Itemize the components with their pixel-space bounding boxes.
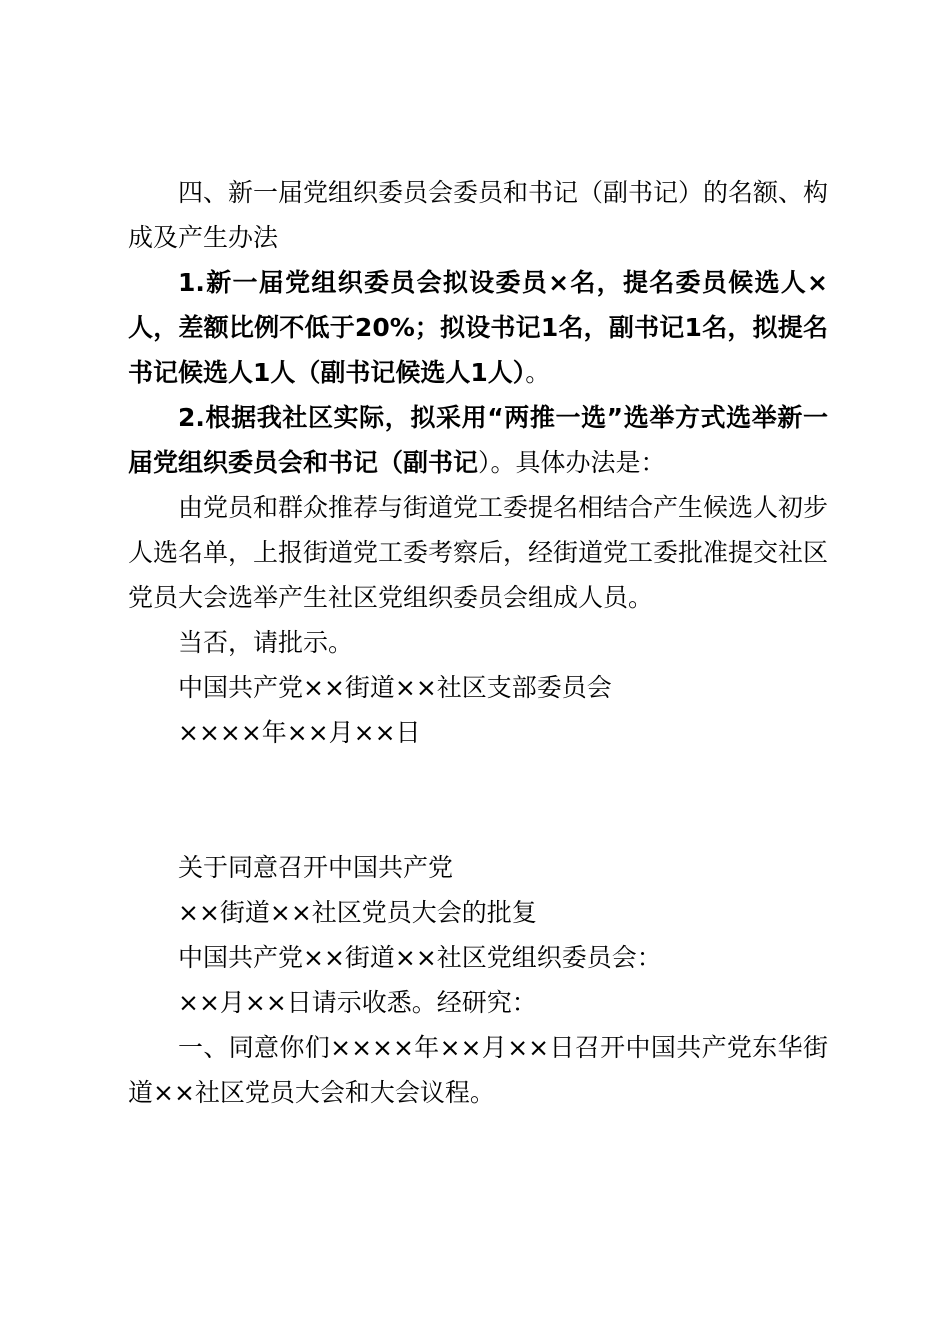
item-1-paragraph [128,260,828,395]
reply-opening: ××月××日请示收悉。经研究： [178,988,537,1017]
reply-addressee: 中国共产党××街道××社区党组织委员会： [178,943,662,972]
signature-line: 中国共产党××街道××社区支部委员会 [178,673,612,702]
item-2-rest-text: ）。具体办法是： [478,448,666,477]
closing-line: 当否，请批示。 [178,628,354,657]
item-2-paragraph [128,395,828,485]
method-paragraph: 由党员和群众推荐与街道党工委提名相结合产生候选人初步人选名单，上报街道党工委考察后，经街道党工委批准提交社区党员大会选举产生社区党组织委员会组成人员。 [128,493,829,612]
reply-title-line-2: ××街道××社区党员大会的批复 [178,898,537,927]
date-line: ××××年××月××日 [178,718,421,747]
section-gap [128,755,828,845]
reply-point-1: 一、同意你们××××年××月××日召开中国共产党东华街道××社区党员大会和大会议程。 [128,1033,828,1107]
item-2-bold-text: 2.根据我社区实际，拟采用“两推一选”选举方式选举新一届党组织委员会和书记（副书记 [128,403,828,477]
item-1-end: 。 [525,358,551,387]
document-body [128,170,828,1115]
section-heading: 四、新一届党组织委员会委员和书记（副书记）的名额、构成及产生办法 [128,178,829,252]
item-1-text: 1.新一届党组织委员会拟设委员×名，提名委员候选人×人，差额比例不低于20%；拟设书记1名，副书记1名，拟提名书记候选人1人（副书记候选人1人） [128,268,828,387]
reply-title-line-1: 关于同意召开中国共产党 [178,853,454,882]
